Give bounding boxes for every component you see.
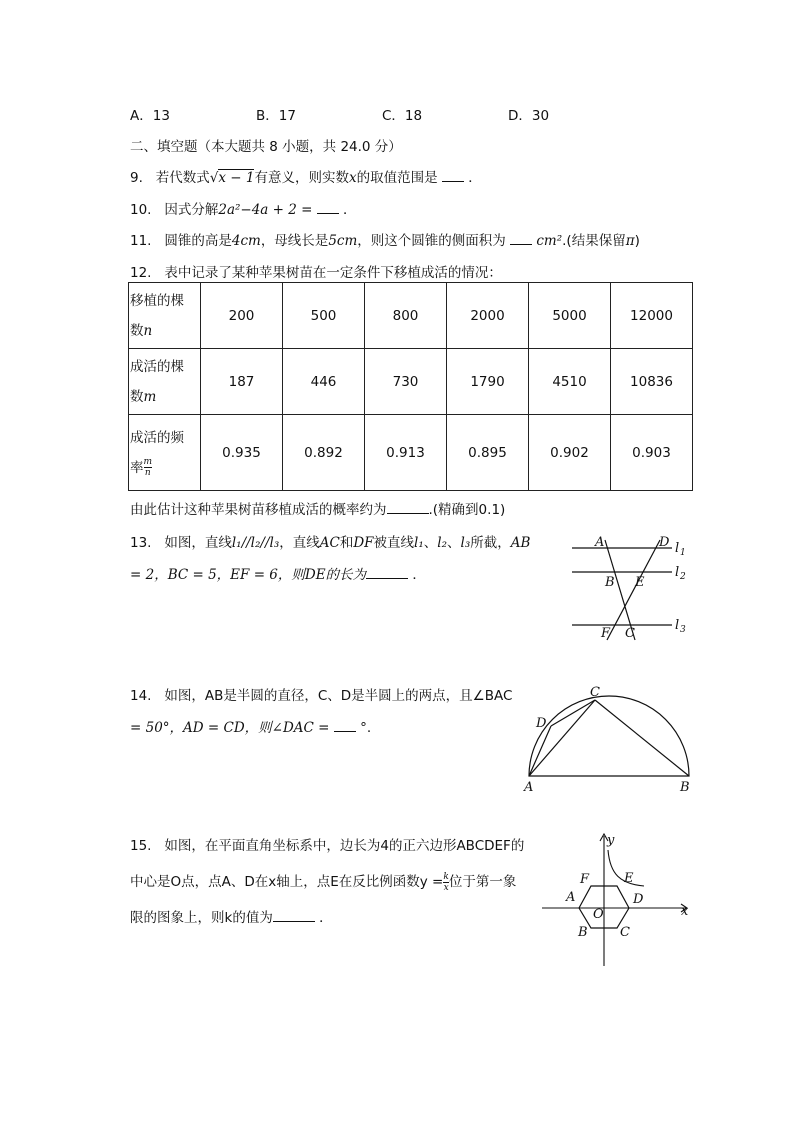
- label-c: C: [625, 626, 635, 641]
- question-number: 15.: [130, 838, 152, 854]
- math-expression: = 50°，AD = CD，则∠DAC =: [130, 720, 330, 736]
- question-text: 圆锥的高是: [164, 233, 232, 249]
- question-text: 表中记录了某种苹果树苗在一定条件下移植成活的情况：: [164, 265, 502, 281]
- question-text: 被直线: [373, 535, 415, 551]
- option-a: A．13: [130, 108, 170, 124]
- answer-blank[interactable]: [334, 731, 356, 732]
- math-expression: 2a²−4a + 2 =: [218, 202, 313, 218]
- table-cell: 446: [283, 349, 365, 415]
- label-l2: l: [675, 565, 680, 580]
- table-cell: 200: [201, 283, 283, 349]
- hexagon-figure: [540, 830, 700, 968]
- math-value: 5cm: [328, 233, 358, 249]
- label-a: A: [524, 780, 534, 795]
- label-o: O: [593, 907, 604, 922]
- question-text: .(精确到0.1): [428, 502, 506, 518]
- question-text: ，直线: [279, 535, 320, 551]
- question-end: ．: [343, 202, 357, 218]
- question-15-line2: 中心是O点，点A、D在x轴上，点E在反比例函数y = $\frac{k}{x}$ 位于第一象: [130, 871, 517, 893]
- label-d: D: [633, 892, 644, 907]
- answer-blank[interactable]: [387, 513, 429, 514]
- question-text: ): [634, 233, 640, 249]
- answer-blank[interactable]: [442, 181, 464, 182]
- sqrt-sign: √: [209, 170, 219, 186]
- row-header-survived: 成活的棵 数m: [129, 349, 201, 415]
- question-number: 11.: [130, 233, 152, 249]
- table-cell: 500: [283, 283, 365, 349]
- question-text: ，母线长是: [260, 233, 329, 249]
- question-14-line2: [130, 716, 371, 736]
- question-text: 限的图象上，则k的值为: [130, 910, 273, 926]
- question-text: 位于第一象: [448, 874, 517, 890]
- answer-blank[interactable]: [273, 921, 315, 922]
- question-text: 、: [447, 535, 461, 551]
- question-13-line1: [130, 531, 530, 551]
- question-end: ．: [412, 567, 426, 583]
- question-end: °.: [360, 720, 372, 736]
- label-f: F: [601, 626, 611, 641]
- question-number: 14.: [130, 688, 152, 704]
- table-cell: 12000: [611, 283, 693, 349]
- label-b: B: [578, 925, 588, 940]
- section-heading: 二、填空题（本大题共 8 小题，共 24.0 分）: [130, 139, 402, 155]
- sqrt-radicand: x − 1: [218, 170, 255, 186]
- math-var: l₂: [437, 535, 448, 551]
- answer-blank[interactable]: [366, 578, 408, 579]
- math-var: DF: [353, 535, 374, 551]
- label-l3: l: [675, 618, 680, 633]
- math-var: AB: [510, 535, 531, 551]
- parallel-lines-figure: [565, 530, 695, 645]
- question-text: .(结果保留: [562, 233, 626, 249]
- label-l3-sub: 3: [680, 625, 686, 635]
- math-expression: l₁//l₂//l₃: [231, 535, 280, 551]
- question-text: 如图，在平面直角坐标系中，边长为4的正六边形ABCDEF的: [164, 838, 525, 854]
- semicircle-figure: [518, 680, 700, 798]
- label-e: E: [624, 871, 634, 886]
- option-d: D．30: [508, 108, 550, 124]
- option-c: C．18: [382, 108, 423, 124]
- question-end: ．: [468, 170, 482, 186]
- label-c: C: [590, 685, 600, 700]
- table-cell: 0.892: [283, 415, 365, 491]
- question-text: ，则这个圆锥的侧面积为: [357, 233, 506, 249]
- question-end: ．: [319, 910, 333, 926]
- row-header-transplanted: 移植的棵 数n: [129, 283, 201, 349]
- math-var: l₁: [414, 535, 424, 551]
- chord-ad: [529, 726, 551, 776]
- question-text: 因式分解: [164, 202, 219, 218]
- table-cell: 2000: [447, 283, 529, 349]
- label-x: x: [681, 904, 689, 919]
- table-cell: 0.895: [447, 415, 529, 491]
- question-text: 的取值范围是: [356, 170, 438, 186]
- table-cell: 4510: [529, 349, 611, 415]
- label-e: E: [635, 575, 645, 590]
- question-text: 如图，AB是半圆的直径，C、D是半圆上的两点，且∠BAC: [164, 688, 513, 704]
- question-text: 和: [339, 535, 354, 551]
- label-b: B: [680, 780, 690, 795]
- question-12-followup: [130, 498, 505, 518]
- question-11: [130, 229, 640, 249]
- question-text: 有意义，则实数: [254, 170, 349, 186]
- label-a: A: [595, 535, 605, 550]
- question-text: 、: [423, 535, 438, 551]
- table-cell: 187: [201, 349, 283, 415]
- table-cell: 1790: [447, 349, 529, 415]
- label-d: D: [536, 716, 547, 731]
- table-cell: 0.935: [201, 415, 283, 491]
- math-pi: π: [625, 233, 635, 249]
- question-number: 9.: [130, 170, 143, 186]
- math-expression: = 2，BC = 5，EF = 6，则DE的长为: [130, 567, 367, 583]
- label-y: y: [607, 833, 615, 848]
- answer-blank[interactable]: [510, 244, 532, 245]
- table-cell: 0.902: [529, 415, 611, 491]
- label-l2-sub: 2: [680, 572, 686, 582]
- question-9: [130, 166, 482, 186]
- table-cell: 0.913: [365, 415, 447, 491]
- math-var: x: [348, 170, 357, 186]
- math-unit: cm²: [536, 233, 563, 249]
- question-12: [130, 261, 502, 281]
- label-a: A: [566, 890, 576, 905]
- question-number: 13.: [130, 535, 152, 551]
- question-14-line1: [130, 684, 512, 704]
- label-c: C: [620, 925, 630, 940]
- label-d: D: [659, 535, 670, 550]
- frequency-table: [128, 282, 693, 491]
- question-text: 所截，: [470, 535, 511, 551]
- answer-blank[interactable]: [317, 213, 339, 214]
- question-15-line1: [130, 834, 524, 854]
- question-text: 若代数式: [155, 170, 210, 186]
- label-l1-sub: 1: [680, 548, 686, 558]
- table-cell: 730: [365, 349, 447, 415]
- table-cell: 800: [365, 283, 447, 349]
- question-number: 12.: [130, 265, 152, 281]
- row-header-frequency: 成活的频 率 $\frac{m}{n}$: [129, 415, 201, 491]
- label-f: F: [580, 872, 590, 887]
- label-l1: l: [675, 541, 680, 556]
- question-10: [130, 198, 357, 218]
- table-cell: 0.903: [611, 415, 693, 491]
- table-cell: 10836: [611, 349, 693, 415]
- question-text: 由此估计这种苹果树苗移植成活的概率约为: [130, 502, 387, 518]
- semicircle: [529, 696, 689, 776]
- math-var: l₃: [460, 535, 471, 551]
- chord-cb: [595, 700, 689, 776]
- option-b: B．17: [256, 108, 296, 124]
- label-b: B: [605, 575, 615, 590]
- question-text: 如图，直线: [164, 535, 232, 551]
- question-13-line2: [130, 563, 426, 583]
- table-cell: 5000: [529, 283, 611, 349]
- math-value: 4cm: [231, 233, 261, 249]
- question-number: 10.: [130, 202, 152, 218]
- question-15-line3: [130, 906, 333, 926]
- math-var: AC: [319, 535, 340, 551]
- question-text: 中心是O点，点A、D在x轴上，点E在反比例函数y =: [130, 874, 444, 890]
